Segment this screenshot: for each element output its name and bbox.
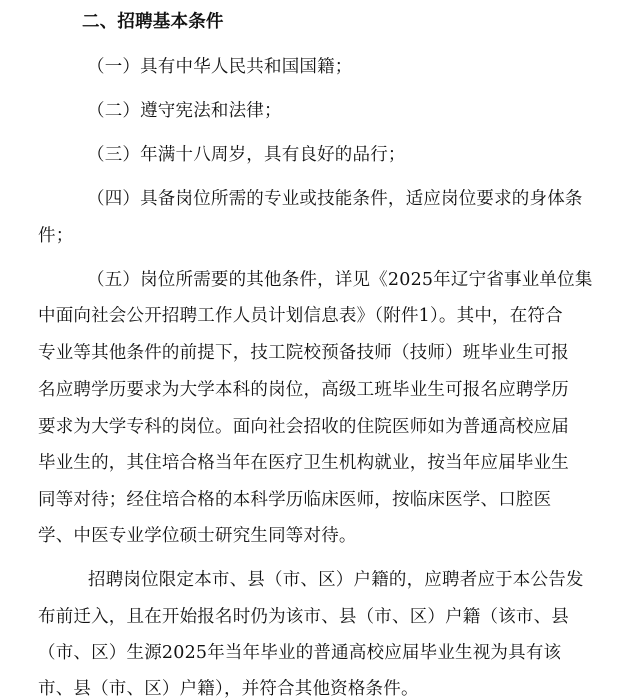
condition-5-line-7: 同等对待；经住培合格的本科学历临床医师，按临床医学、口腔医 bbox=[38, 490, 552, 510]
residency-line-1: 招聘岗位限定本市、县（市、区）户籍的，应聘者应于本公告发 bbox=[88, 570, 584, 590]
condition-5-line-2: 中面向社会公开招聘工作人员计划信息表》（附件1）。其中，在符合 bbox=[38, 306, 563, 326]
condition-5-line-1: （五）岗位所需要的其他条件，详见《2025年辽宁省事业单位集 bbox=[87, 270, 593, 290]
residency-line-4: 市、县（市、区）户籍），并符合其他资格条件。 bbox=[38, 679, 419, 699]
condition-4-line-2: 件； bbox=[38, 226, 74, 246]
condition-5-line-8: 学、中医专业学位硕士研究生同等对待。 bbox=[38, 526, 357, 546]
condition-5-line-5: 要求为大学专科的岗位。面向社会招收的住院医师如为普通高校应届 bbox=[38, 417, 569, 437]
residency-line-2: 布前迁入，且在开始报名时仍为该市、县（市、区）户籍（该市、县 bbox=[38, 607, 569, 627]
condition-4-line-1: （四）具备岗位所需的专业或技能条件，适应岗位要求的身体条 bbox=[87, 189, 583, 209]
condition-1: （一）具有中华人民共和国国籍； bbox=[87, 57, 353, 77]
section-heading: 二、招聘基本条件 bbox=[82, 12, 224, 32]
condition-5-line-3: 专业等其他条件的前提下，技工院校预备技师（技师）班毕业生可报 bbox=[38, 343, 569, 363]
condition-5-line-4: 名应聘学历要求为大学本科的岗位，高级工班毕业生可报名应聘学历 bbox=[38, 380, 569, 400]
condition-3: （三）年满十八周岁，具有良好的品行； bbox=[87, 145, 406, 165]
residency-line-3: （市、区）生源2025年当年毕业的普通高校应届毕业生视为具有该 bbox=[38, 643, 562, 663]
condition-2: （二）遵守宪法和法律； bbox=[87, 101, 282, 121]
condition-5-line-6: 毕业生的，其住培合格当年在医疗卫生机构就业，按当年应届毕业生 bbox=[38, 453, 569, 473]
